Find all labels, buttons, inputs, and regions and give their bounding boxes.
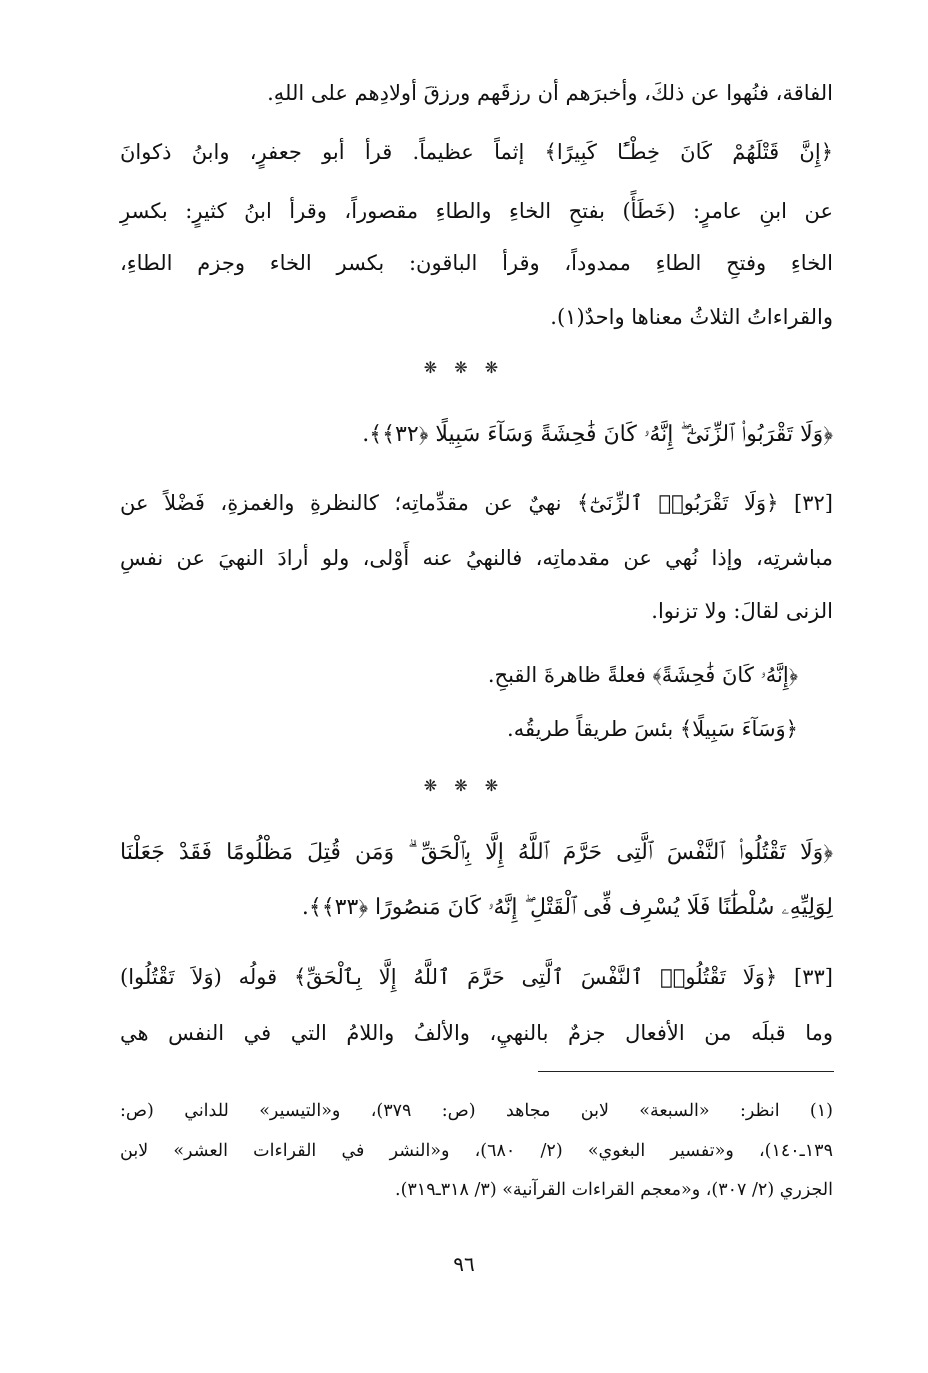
footnote-line: (١) انظر: «السبعة» لابن مجاهد (ص: ٣٧٩)، و«التيسير» للداني (ص: [120,1101,833,1121]
footnote-divider [538,1071,834,1072]
text-line: الزنى لقالَ: ولا تزنوا. [651,599,833,623]
text-line: [٣٢] ﴿وَلَا تَقْرَبُوا۟ ٱلزِّنَىٰٓ﴾ نهيٌ عن مقدِّماتِه؛ كالنظرةِ والغمزةِ، فَضْلاً عن [120,491,833,515]
text-line: ﴿إِنَّ قَتْلَهُمْ كَانَ خِطْـًٔا كَبِيرًا﴾ إثماً عظيماً. قرأ أبو جعفرٍ، وابنُ ذكوانَ [120,140,833,164]
page-number: ٩٦ [453,1252,475,1276]
footnote-line: الجزري (٢/ ٣٠٧)، و«معجم القراءات القرآنية» (٣/ ٣١٨ـ٣١٩). [395,1180,833,1200]
text-line: الخاءِ وفتحِ الطاءِ ممدوداً، وقرأ الباقون: بكسر الخاء وجزم الطاءِ، [120,251,833,275]
quran-verse: ﴿وَلَا تَقْتُلُوا۟ ٱلنَّفْسَ ٱلَّتِى حَرَّمَ ٱللَّهُ إِلَّا بِٱلْحَقِّ ۗ وَمَن قُتِلَ مَظْلُومًا فَقَدْ جَعَلْنَا [120,840,833,865]
section-separator: ❋ ❋ ❋ [423,358,505,377]
section-separator: ❋ ❋ ❋ [423,776,505,795]
text-line: الفاقة، فنُهوا عن ذلكَ، وأخبرَهم أن رزقَهم ورزقَ أولادِهم على اللهِ. [267,81,833,105]
text-line: وما قبلَه من الأفعال جزمٌ بالنهيِ، والألفُ واللامُ التي في النفس هي [120,1021,833,1045]
text-line: والقراءاتُ الثلاثُ معناها واحدٌ(١). [550,305,833,329]
text-line: عن ابنِ عامرٍ: (خَطَأً) بفتحِ الخاءِ والطاءِ مقصوراً، وقرأ ابنُ كثيرٍ: بكسرِ [120,199,833,223]
quran-verse: ﴿وَلَا تَقْرَبُوا۟ ٱلزِّنَىٰٓ ۖ إِنَّهُۥ كَانَ فَٰحِشَةً وَسَآءَ سَبِيلًا ﴿٣٢﴾﴾. [362,422,833,447]
footnote-line: ١٣٩ـ١٤٠)، و«تفسير البغوي» (٢/ ٦٨٠)، و«النشر في القراءات العشر» لابن [120,1141,833,1161]
text-line: [٣٣] ﴿وَلَا تَقْتُلُوا۟ ٱلنَّفْسَ ٱلَّتِى حَرَّمَ ٱللَّهُ إِلَّا بِٱلْحَقِّ﴾ قولُه (وَلاَ تَقْتُلُوا) [120,965,833,989]
text-line: مباشرتِه، وإذا نُهي عن مقدماتِه، فالنهيُ عنه أَوْلى، ولو أرادَ النهيَ عن نفسِ [120,546,833,570]
text-line: ﴿وَسَآءَ سَبِيلًا﴾ بئسَ طريقاً طريقُه. [507,717,798,741]
text-line: ﴿إِنَّهُۥ كَانَ فَٰحِشَةً﴾ فعلةً ظاهرةَ القبحِ. [487,663,798,687]
quran-verse: لِوَلِيِّهِۦ سُلْطَٰنًا فَلَا يُسْرِف فِّى ٱلْقَتْلِ ۖ إِنَّهُۥ كَانَ مَنصُورًا ﴿٣٣﴾﴾. [301,895,833,920]
